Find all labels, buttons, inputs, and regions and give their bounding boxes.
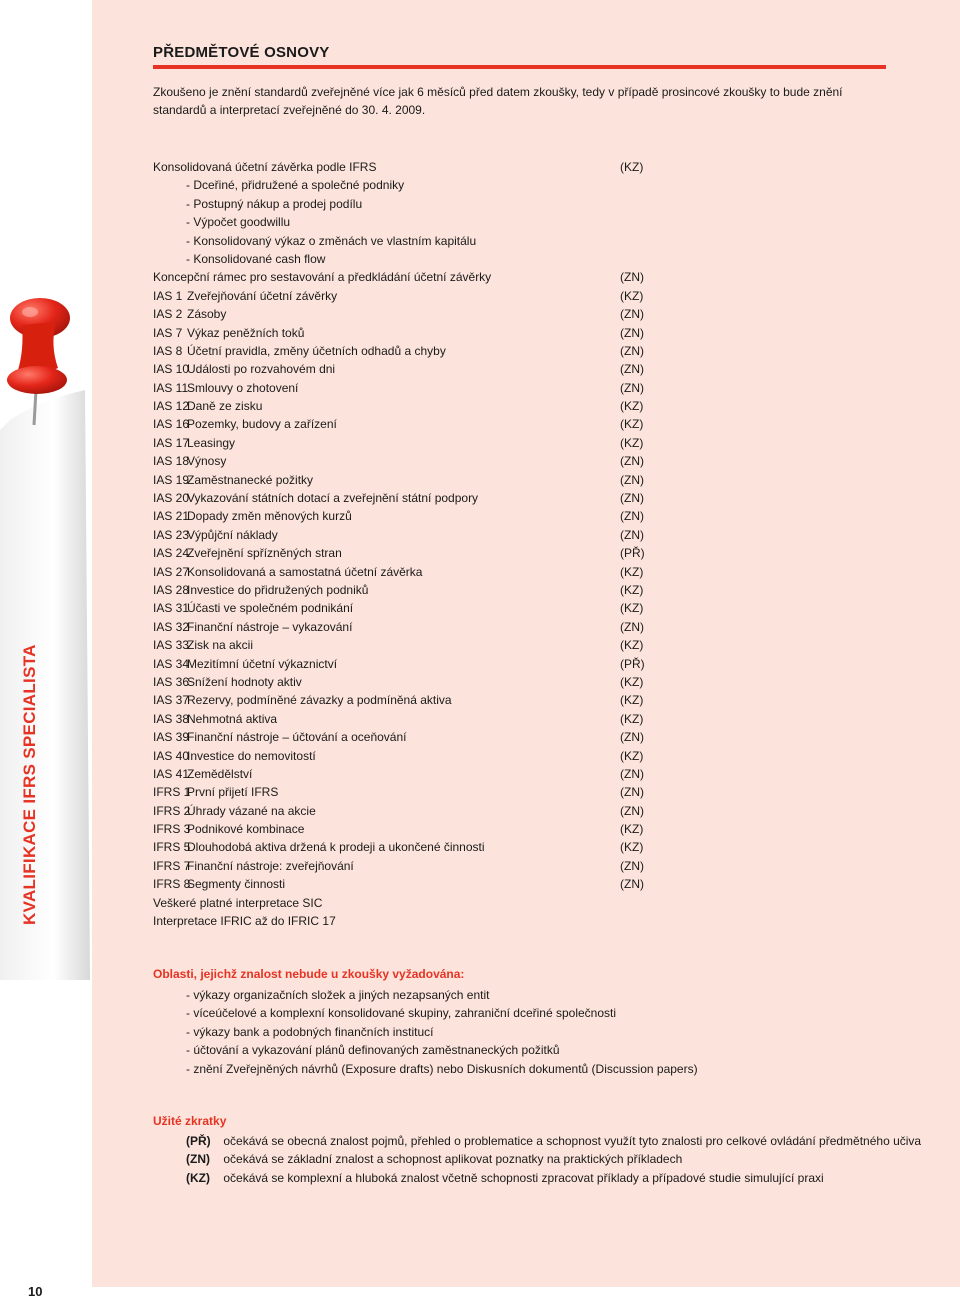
- knowledge-level: (KZ): [620, 748, 644, 763]
- standard-code: IAS 8: [153, 343, 183, 358]
- syllabus-row: [153, 360, 653, 378]
- syllabus-row: [153, 507, 653, 525]
- standard-code: IAS 7: [153, 325, 183, 340]
- knowledge-level: (ZN): [620, 380, 644, 395]
- knowledge-level: (ZN): [620, 785, 644, 800]
- standard-code: IAS 31: [153, 601, 190, 616]
- knowledge-level: (ZN): [620, 454, 644, 469]
- abbreviations-title: Užité zkratky: [153, 1114, 227, 1128]
- standard-code: IAS 19: [153, 472, 190, 487]
- syllabus-row: [153, 526, 653, 544]
- not-required-item: - výkazy organizačních složek a jiných nezapsaných entit: [186, 988, 490, 1002]
- standard-code: IAS 28: [153, 582, 190, 597]
- knowledge-level: (KZ): [620, 564, 644, 579]
- syllabus-row: [153, 636, 653, 654]
- knowledge-level: (ZN): [620, 307, 644, 322]
- syllabus-row: [153, 324, 653, 342]
- standard-title: Leasingy: [187, 435, 236, 450]
- syllabus-item-text: Konsolidovaná účetní závěrka podle IFRS: [153, 160, 377, 174]
- abbreviation-code: (KZ): [186, 1170, 210, 1185]
- standard-code: IAS 2: [153, 307, 183, 322]
- syllabus-row: [153, 802, 653, 820]
- syllabus-row: [153, 747, 653, 765]
- not-required-item: - výkazy bank a podobných finančních institucí: [186, 1024, 434, 1039]
- knowledge-level: (KZ): [620, 638, 644, 653]
- standard-title: Pozemky, budovy a zařízení: [187, 417, 337, 432]
- knowledge-level: (ZN): [620, 509, 644, 524]
- syllabus-row: [153, 581, 653, 599]
- syllabus-item-text: - Dceřiné, přidružené a společné podniky: [186, 178, 405, 193]
- syllabus-row: [153, 820, 653, 838]
- standard-title: Investice do nemovitostí: [187, 748, 316, 763]
- standard-title: Účasti ve společném podnikání: [187, 601, 354, 616]
- syllabus-row: [153, 176, 653, 194]
- knowledge-level: (KZ): [620, 822, 644, 837]
- not-required-list: [186, 986, 698, 1078]
- knowledge-level: (KZ): [620, 840, 644, 855]
- standard-code: IFRS 3: [153, 822, 191, 837]
- knowledge-level: (KZ): [620, 582, 644, 597]
- standard-title: Události po rozvahovém dni: [187, 362, 336, 377]
- standard-code: IAS 33: [153, 638, 190, 653]
- standard-title: Investice do přidružených podniků: [187, 582, 369, 597]
- syllabus-row: [153, 563, 653, 581]
- standard-code: IAS 17: [153, 435, 190, 450]
- standard-title: Daně ze zisku: [187, 399, 263, 414]
- syllabus-row: [153, 471, 653, 489]
- standard-title: Finanční nástroje – účtování a oceňování: [187, 730, 407, 745]
- standard-title: Výkaz peněžních toků: [187, 325, 305, 340]
- knowledge-level: (ZN): [620, 766, 644, 781]
- standard-code: IAS 18: [153, 454, 190, 469]
- knowledge-level: (ZN): [620, 270, 644, 285]
- knowledge-level: (ZN): [620, 527, 644, 542]
- syllabus-row: [153, 158, 653, 176]
- standard-title: Výpůjční náklady: [187, 527, 278, 542]
- page-number: 10: [28, 1284, 43, 1299]
- side-label: KVALIFIKACE IFRS SPECIALISTA: [20, 644, 39, 925]
- standard-code: IFRS 8: [153, 877, 191, 892]
- knowledge-level: (PŘ): [620, 546, 645, 561]
- syllabus-item-text: - Výpočet goodwillu: [186, 215, 291, 230]
- intro-text: Zkoušeno je znění standardů zveřejněné více jak 6 měsíců před datem zkoušky, tedy v případě prosincové zkoušky to bude znění standardů a interpretací zveřejněné do 30. 4. 2009.: [153, 85, 843, 117]
- standard-code: IAS 34: [153, 656, 190, 671]
- syllabus-row: [153, 305, 653, 323]
- knowledge-level: (KZ): [620, 288, 644, 303]
- standard-code: IAS 27: [153, 564, 190, 579]
- syllabus-row: [153, 452, 653, 470]
- knowledge-level: (KZ): [620, 160, 644, 174]
- standard-code: IAS 39: [153, 730, 190, 745]
- syllabus-row: [153, 268, 653, 286]
- standard-title: Účetní pravidla, změny účetních odhadů a chyby: [187, 343, 446, 358]
- abbreviation-item: [186, 1169, 921, 1187]
- abbreviation-code: (PŘ): [186, 1134, 211, 1148]
- syllabus-row: [153, 232, 653, 250]
- knowledge-level: (ZN): [620, 619, 644, 634]
- standard-title: Dlouhodobá aktiva držená k prodeji a ukončené činnosti: [187, 840, 485, 855]
- standard-title: Segmenty činnosti: [187, 877, 286, 892]
- standard-title: Úhrady vázané na akcie: [187, 803, 316, 818]
- syllabus-row: [153, 765, 653, 783]
- push-pin-icon: [0, 290, 95, 990]
- standard-title: Výnosy: [187, 454, 227, 469]
- title-rule: [153, 65, 886, 69]
- knowledge-level: (KZ): [620, 399, 644, 414]
- standard-title: Mezitímní účetní výkaznictví: [187, 656, 338, 671]
- syllabus-item-text: - Konsolidované cash flow: [186, 251, 326, 266]
- standard-code: IAS 23: [153, 527, 190, 542]
- knowledge-level: (KZ): [620, 711, 644, 726]
- syllabus-row: [153, 434, 653, 452]
- syllabus-row: [153, 894, 653, 912]
- standard-code: IAS 11: [153, 380, 189, 395]
- knowledge-level: (ZN): [620, 803, 644, 818]
- syllabus-row: [153, 673, 653, 691]
- abbreviation-item: [186, 1132, 921, 1150]
- standard-code: IFRS 2: [153, 803, 191, 818]
- syllabus-row: [153, 342, 653, 360]
- syllabus-item-text: Koncepční rámec pro sestavování a předkládání účetní závěrky: [153, 270, 492, 285]
- standard-code: IAS 21: [153, 509, 190, 524]
- standard-title: Dopady změn měnových kurzů: [187, 509, 352, 524]
- standard-title: Finanční nástroje – vykazování: [187, 619, 353, 634]
- standard-code: IAS 32: [153, 619, 190, 634]
- abbreviation-text: očekává se komplexní a hluboká znalost včetně schopnosti zpracovat příklady a případové studie simulující praxi: [223, 1170, 824, 1185]
- syllabus-item-text: - Konsolidovaný výkaz o změnách ve vlastním kapitálu: [186, 233, 477, 248]
- standard-title: První přijetí IFRS: [187, 785, 279, 800]
- not-required-title: Oblasti, jejichž znalost nebude u zkoušky vyžadována:: [153, 967, 465, 981]
- standard-title: Zemědělství: [187, 766, 253, 781]
- syllabus-row: [153, 857, 653, 875]
- knowledge-level: (KZ): [620, 417, 644, 432]
- syllabus-row: [153, 544, 653, 562]
- knowledge-level: (KZ): [620, 435, 644, 450]
- standard-title: Zaměstnanecké požitky: [187, 472, 314, 487]
- syllabus-row: [153, 691, 653, 709]
- standard-code: IFRS 5: [153, 840, 191, 855]
- knowledge-level: (ZN): [620, 877, 644, 892]
- standard-code: IFRS 1: [153, 785, 191, 800]
- knowledge-level: (KZ): [620, 601, 644, 616]
- standard-title: Snížení hodnoty aktiv: [187, 674, 302, 689]
- syllabus-row: [153, 728, 653, 746]
- syllabus-row: [153, 415, 653, 433]
- not-required-item: - znění Zveřejněných návrhů (Exposure drafts) nebo Diskusních dokumentů (Discussion papers): [186, 1061, 698, 1076]
- standard-code: IAS 36: [153, 674, 190, 689]
- standard-code: IAS 10: [153, 362, 190, 377]
- syllabus-row: [153, 783, 653, 801]
- standard-code: IAS 16: [153, 417, 190, 432]
- standard-code: IAS 38: [153, 711, 190, 726]
- knowledge-level: (ZN): [620, 472, 644, 487]
- abbreviations-list: [186, 1132, 921, 1187]
- standard-code: IAS 20: [153, 491, 190, 506]
- syllabus-row: [153, 489, 653, 507]
- abbreviation-item: [186, 1150, 921, 1168]
- syllabus-row: [153, 838, 653, 856]
- standard-code: IAS 40: [153, 748, 190, 763]
- abbreviation-code: (ZN): [186, 1152, 210, 1167]
- knowledge-level: (ZN): [620, 325, 644, 340]
- not-required-item: - účtování a vykazování plánů definovaných zaměstnaneckých požitků: [186, 1043, 560, 1058]
- standard-title: Konsolidovaná a samostatná účetní závěrka: [187, 564, 423, 579]
- standard-title: Finanční nástroje: zveřejňování: [187, 858, 354, 873]
- syllabus-row: [153, 710, 653, 728]
- abbreviation-text: očekává se základní znalost a schopnost aplikovat poznatky na praktických příkladech: [223, 1152, 683, 1167]
- standard-title: Nehmotná aktiva: [187, 711, 278, 726]
- syllabus-row: [153, 397, 653, 415]
- standard-code: IAS 41: [153, 766, 190, 781]
- syllabus-item-text: - Postupný nákup a prodej podílu: [186, 196, 363, 211]
- knowledge-level: (PŘ): [620, 656, 645, 671]
- syllabus-row: [153, 599, 653, 617]
- syllabus-row: [153, 618, 653, 636]
- standard-code: IAS 37: [153, 693, 190, 708]
- not-required-item: - víceúčelové a komplexní konsolidované skupiny, zahraniční dceřiné společnosti: [186, 1006, 617, 1021]
- knowledge-level: (ZN): [620, 730, 644, 745]
- section-title: PŘEDMĚTOVÉ OSNOVY: [153, 44, 330, 61]
- abbreviation-text: očekává se obecná znalost pojmů, přehled o problematice a schopnost využít tyto znalosti pro celkové ovládání předmětného učiva: [223, 1134, 922, 1148]
- standard-title: Zveřejnění spřízněných stran: [187, 546, 342, 561]
- standard-title: Zásoby: [187, 307, 227, 322]
- knowledge-level: (ZN): [620, 491, 644, 506]
- knowledge-level: (KZ): [620, 674, 644, 689]
- syllabus-row: [153, 379, 653, 397]
- standard-title: Zisk na akcii: [187, 638, 254, 653]
- standard-title: Smlouvy o zhotovení: [187, 380, 299, 395]
- standard-code: IAS 12: [153, 399, 190, 414]
- syllabus-row: [153, 912, 653, 930]
- standard-title: Rezervy, podmíněné závazky a podmíněná aktiva: [187, 693, 452, 708]
- standard-code: IFRS 7: [153, 858, 191, 873]
- syllabus-row: [153, 655, 653, 673]
- standard-title: Podnikové kombinace: [187, 822, 305, 837]
- standard-title: Zveřejňování účetní závěrky: [187, 288, 338, 303]
- standard-title: Vykazování státních dotací a zveřejnění státní podpory: [187, 491, 479, 506]
- knowledge-level: (KZ): [620, 693, 644, 708]
- syllabus-list: [153, 158, 653, 930]
- knowledge-level: (ZN): [620, 858, 644, 873]
- syllabus-row: [153, 213, 653, 231]
- syllabus-item-text: Interpretace IFRIC až do IFRIC 17: [153, 914, 336, 929]
- standard-code: IAS 24: [153, 546, 190, 561]
- standard-code: IAS 1: [153, 288, 183, 303]
- syllabus-row: [153, 875, 653, 893]
- syllabus-item-text: Veškeré platné interpretace SIC: [153, 895, 323, 910]
- syllabus-row: [153, 250, 653, 268]
- syllabus-row: [153, 195, 653, 213]
- syllabus-row: [153, 287, 653, 305]
- knowledge-level: (ZN): [620, 362, 644, 377]
- knowledge-level: (ZN): [620, 343, 644, 358]
